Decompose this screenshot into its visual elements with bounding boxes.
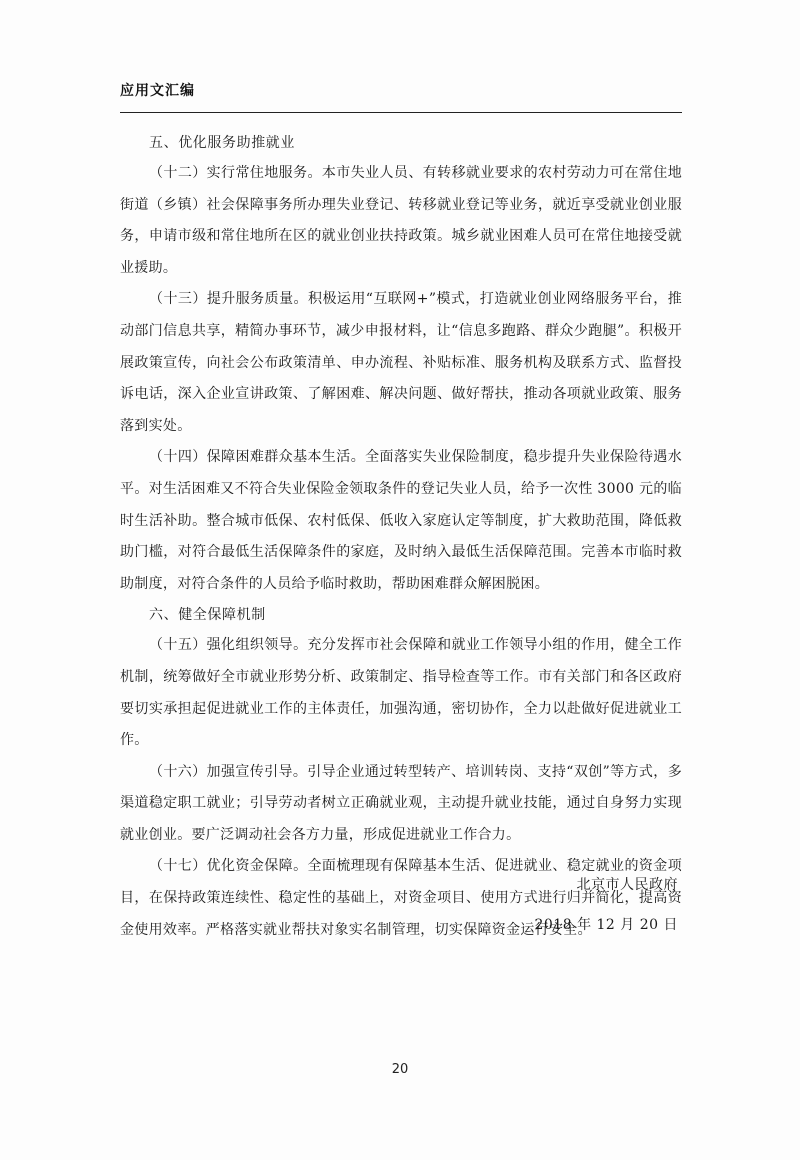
paragraph-16: （十六）加强宣传引导。引导企业通过转型转产、培训转岗、支持“双创”等方式，多渠道稳定职工就业；引导劳动者树立正确就业观，主动提升就业技能，通过自身努力实现就业创业。要广泛调动社会各方力量，形成促进就业工作合力。 — [120, 763, 682, 843]
signature-organization: 北京市人民政府 — [576, 877, 678, 893]
signature-date: 2018 年 12 月 20 日 — [534, 917, 678, 933]
paragraph-12: （十二）实行常住地服务。本市失业人员、有转移就业要求的农村劳动力可在常住地街道（乡镇）社会保障事务所办理失业登记、转移就业登记等业务，就近享受就业创业服务，申请市级和常住地所在区的就业创业扶持政策。城乡就业困难人员可在常住地接受就业援助。 — [120, 165, 682, 276]
paragraph-14: （十四）保障困难群众基本生活。全面落实失业保险制度，稳步提升失业保险待遇水平。对生活困难又不符合失业保险金领取条件的登记失业人员，给予一次性 3000 元的临时生活补助。整合城市低保、农村低保、低收入家庭认定等制度，扩大救助范围，降低救助门槛，对符合最低生活保障条件的家庭，及时纳入最低生活保障范围。完善本市临时救助制度，对符合条件的人员给予临时救助，帮助困难群众解困脱困。 — [120, 449, 682, 592]
section-heading-5: 五、优化服务助推就业 — [149, 135, 295, 151]
header-divider — [120, 112, 682, 113]
document-body — [120, 128, 682, 946]
paragraph-17: （十七）优化资金保障。全面梳理现有保障基本生活、促进就业、稳定就业的资金项目，在保持政策连续性、稳定性的基础上，对资金项目、使用方式进行归并简化，提高资金使用效率。严格落实就业帮扶对象实名制管理，切实保障资金运行安全。 — [120, 858, 682, 938]
paragraph-15: （十五）强化组织领导。充分发挥市社会保障和就业工作领导小组的作用，健全工作机制，统筹做好全市就业形势分析、政策制定、指导检查等工作。市有关部门和各区政府要切实承担起促进就业工作的主体责任，加强沟通，密切协作，全力以赴做好促进就业工作。 — [120, 637, 682, 749]
paragraph-13: （十三）提升服务质量。积极运用“互联网+”模式，打造就业创业网络服务平台，推动部门信息共享，精简办事环节，减少申报材料，让“信息多跑路、群众少跑腿”。积极开展政策宣传，向社会公布政策清单、申办流程、补贴标准、服务机构及联系方式、监督投诉电话，深入企业宣讲政策、了解困难、解决问题、做好帮扶，推动各项就业政策、服务落到实处。 — [120, 291, 682, 434]
section-heading-6: 六、健全保障机制 — [149, 607, 266, 624]
page-number: 20 — [391, 1062, 409, 1077]
running-header: 应用文汇编 — [120, 83, 195, 99]
